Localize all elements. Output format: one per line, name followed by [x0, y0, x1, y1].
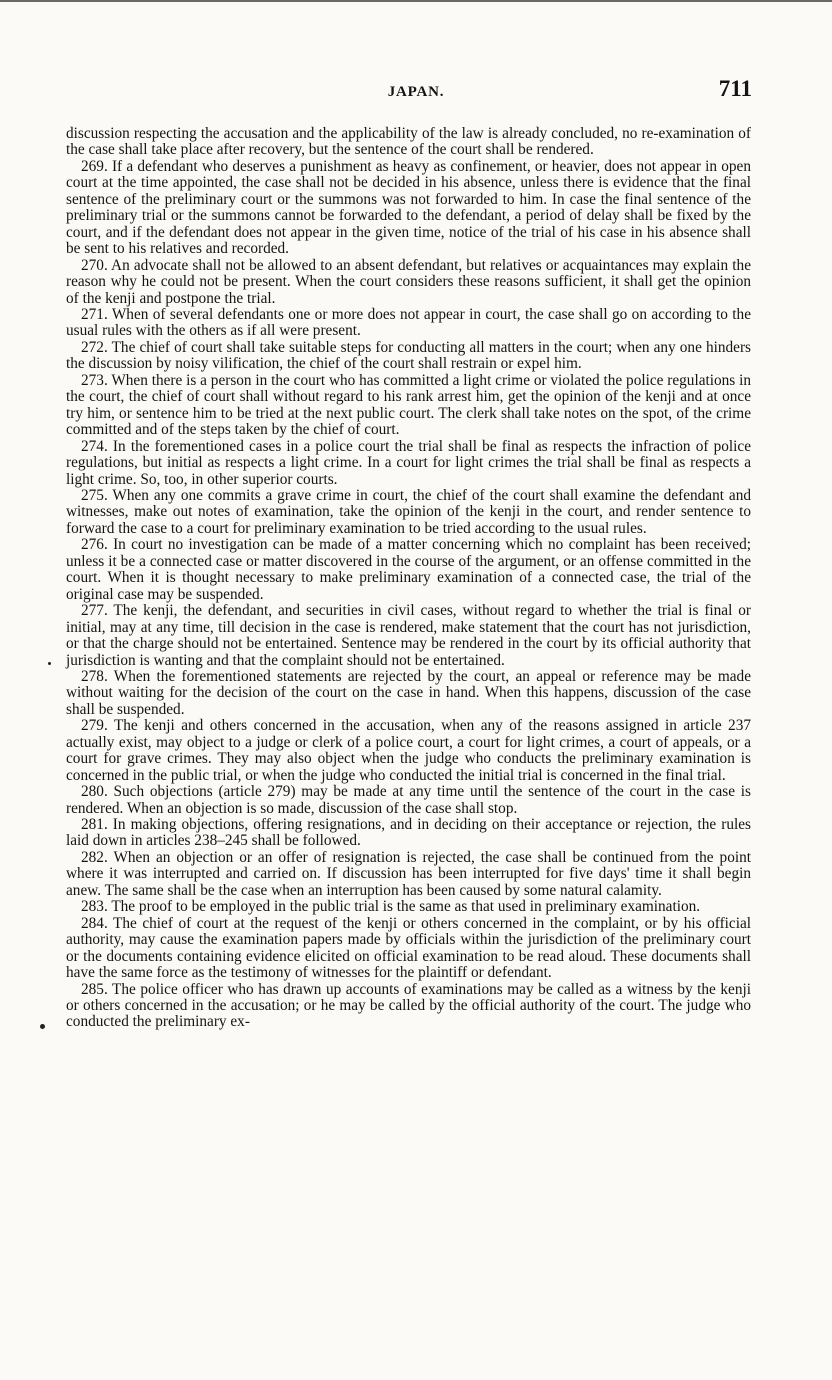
paragraph-continuation: discussion respecting the accusation and the applicability of the law is already concluded, no re-examination of the case shall take place after recovery, but the sentence of the court shall be rendered. — [66, 125, 751, 159]
paragraph-article-269: 269. If a defendant who deserves a punishment as heavy as confinement, or heavier, does not appear in open court at the time appointed, the case shall not be decided in his absence, unless there is evidence that the final sentence of the preliminary court or the summons was not forwarded to him. In case the final sentence of the preliminary trial or the summons cannot be forwarded to the defendant, a period of delay shall be fixed by the court, and if the defendant does not appear in the given time, notice of the trial of his case in his absence shall be sent to his relatives and recorded. — [66, 157, 751, 258]
paragraph-article-279: 279. The kenji and others concerned in the accusation, when any of the reasons assigned in article 237 actually exist, may object to a judge or clerk of a police court, a court for light crimes, a court of appeals, or a court for grave crimes. They may also object when the judge who conducts the preliminary examination is concerned in the public trial, or when the judge who conducted the initial trial is concerned in the final trial. — [66, 717, 751, 784]
paragraph-article-276: 276. In court no investigation can be made of a matter concerning which no complaint has been received; unless it be a connected case or matter discovered in the course of the argument, or an offense committed in the court. When it is thought necessary to make preliminary examination of a connected case, the trial of the original case may be suspended. — [66, 536, 751, 603]
paragraph-article-275: 275. When any one commits a grave crime in court, the chief of the court shall examine the defendant and witnesses, make out notes of examination, take the opinion of the kenji in the court, and render sentence to forward the case to a court for preliminary examination to be tried according to the usual rules. — [66, 486, 751, 537]
paragraph-article-280: 280. Such objections (article 279) may be made at any time until the sentence of the court in the case is rendered. When an objection is so made, discussion of the case shall stop. — [66, 783, 751, 817]
top-border-rule — [0, 0, 832, 2]
paragraph-article-270: 270. An advocate shall not be allowed to an absent defendant, but relatives or acquaintances may explain the reason why he could not be present. When the court considers these reasons sufficient, it shall get the opinion of the kenji and postpone the trial. — [66, 256, 751, 307]
paragraph-article-283: 283. The proof to be employed in the public trial is the same as that used in preliminary examination. — [81, 898, 701, 916]
paragraph-article-285: 285. The police officer who has drawn up accounts of examinations may be called as a witness by the kenji or others concerned in the accusation; or he may be called by the official authority of the court. The judge who conducted the preliminary ex- — [66, 980, 751, 1031]
paragraph-article-277: 277. The kenji, the defendant, and securities in civil cases, without regard to whether the trial is final or initial, may at any time, till decision in the case is rendered, make statement that the court has not jurisdiction, or that the charge should not be entertained. Sentence may be rendered in the court by its official authority that jurisdiction is wanting and that the complaint should not be entertained. — [66, 602, 751, 669]
margin-ink-dot — [48, 662, 51, 665]
page-header — [0, 76, 832, 106]
paragraph-article-274: 274. In the forementioned cases in a police court the trial shall be final as respects the infraction of police regulations, but initial as respects a light crime. In a court for light crimes the trial shall be final as respects a light crime. So, too, in other superior courts. — [66, 437, 751, 488]
paragraph-article-273: 273. When there is a person in the court who has committed a light crime or violated the police regulations in the court, the chief of court shall without regard to his rank arrest him, get the opinion of the kenji and at once try him, or sentence him to be tried at the next public court. The clerk shall take notes on the spot, of the crime committed and of the steps taken by the chief of court. — [66, 371, 751, 439]
paragraph-article-282: 282. When an objection or an offer of resignation is rejected, the case shall be continued from the point where it was interrupted and carried on. If discussion has been interrupted for five days' time it shall begin anew. The same shall be the case when an interruption has been caused by some natural calamity. — [66, 848, 751, 899]
page-number: 711 — [718, 76, 752, 101]
paragraph-article-272: 272. The chief of court shall take suitable steps for conducting all matters in the court; when any one hinders the discussion by noisy vilification, the chief of the court shall restrain or expel him. — [66, 338, 751, 373]
paragraph-article-281: 281. In making objections, offering resignations, and in deciding on their acceptance or rejection, the rules laid down in articles 238–245 shall be followed. — [66, 816, 751, 850]
running-head: JAPAN. — [387, 84, 445, 100]
margin-ink-dot — [40, 1024, 45, 1029]
paragraph-article-278: 278. When the forementioned statements are rejected by the court, an appeal or reference may be made without waiting for the decision of the court on the case in hand. When this happens, discussion of the case shall be suspended. — [66, 667, 751, 718]
body-text — [66, 126, 751, 1031]
paragraph-article-271: 271. When of several defendants one or more does not appear in court, the case shall go on according to the usual rules with the others as if all were present. — [66, 305, 751, 340]
paragraph-article-284: 284. The chief of court at the request of the kenji or others concerned in the complaint, or by his official authority, may cause the examination papers made by officials within the jurisdiction of the preliminary court or the documents containing evidence elicited on official examination to be read aloud. These documents shall have the same force as the testimony of witnesses for the plaintiff or defendant. — [66, 914, 751, 982]
